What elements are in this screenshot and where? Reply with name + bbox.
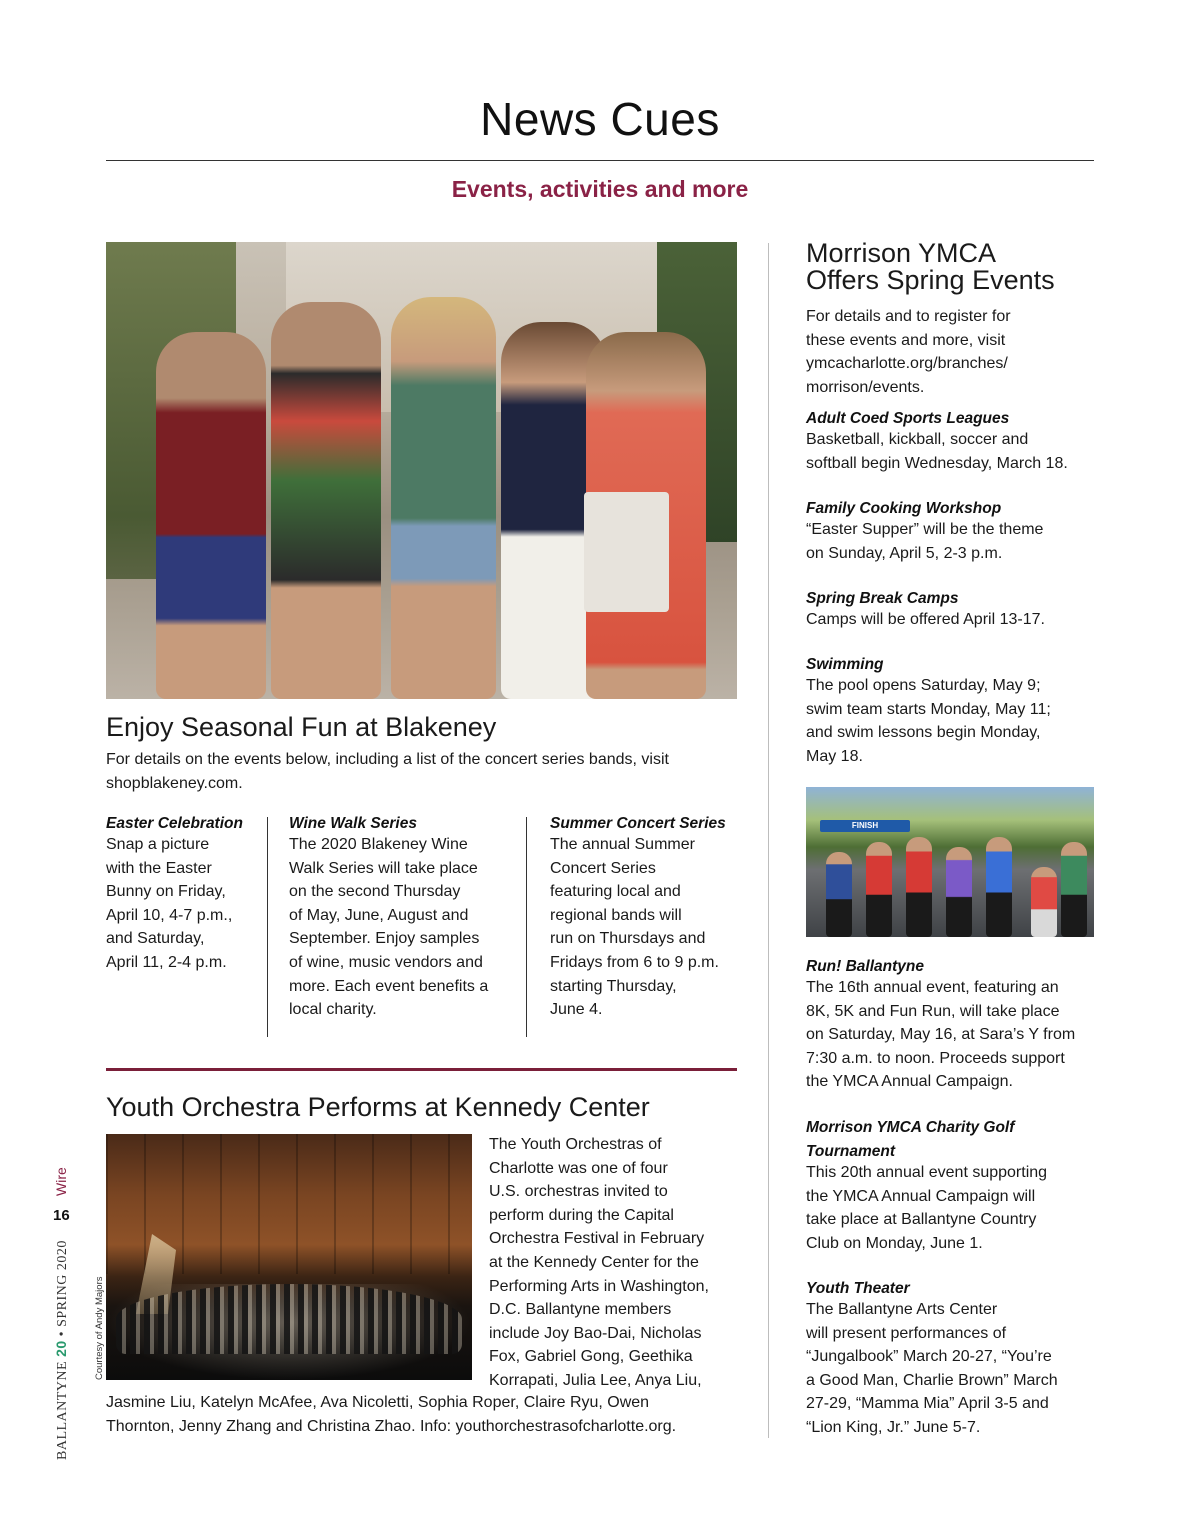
- heading-line: Offers Spring Events: [806, 265, 1055, 295]
- run-photo: [806, 787, 1094, 937]
- blakeney-heading: Enjoy Seasonal Fun at Blakeney: [106, 712, 497, 742]
- ymca-item-sports: [806, 410, 1098, 475]
- line: Fox, Gabriel Gong, Geethika: [489, 1348, 693, 1366]
- line: Jasmine Liu, Katelyn McAfee, Ava Nicoletti, Sophia Roper, Claire Ryu, Owen: [106, 1394, 650, 1411]
- line: June 4.: [550, 1001, 603, 1019]
- line: Bunny on Friday,: [106, 883, 226, 901]
- line: D.C. Ballantyne members: [489, 1301, 672, 1319]
- line: Concert Series: [550, 859, 656, 877]
- line: Club on Monday, June 1.: [806, 1234, 983, 1252]
- line: and swim lessons begin Monday,: [806, 724, 1041, 742]
- line: run on Thursdays and: [550, 930, 706, 948]
- line: The 16th annual event, featuring an: [806, 979, 1059, 996]
- line: Performing Arts in Washington,: [489, 1277, 709, 1295]
- line: “Jungalbook” March 20-27, “You’re: [806, 1348, 1052, 1366]
- line: ymcacharlotte.org/branches/: [806, 355, 1008, 373]
- line: of wine, music vendors and: [289, 953, 483, 971]
- column-divider: [768, 243, 769, 1438]
- line: 8K, 5K and Fun Run, will take place: [806, 1002, 1060, 1020]
- line: Thornton, Jenny Zhang and Christina Zhao. Info: youthorchestrasofcharlotte.org.: [106, 1417, 677, 1435]
- heading-line: Morrison YMCA: [806, 238, 997, 268]
- line: featuring local and: [550, 883, 681, 901]
- event-title: Wine Walk Series: [289, 815, 417, 832]
- ymca-item-golf: [806, 1119, 1098, 1255]
- magazine-name: BALLANTYNE: [55, 1360, 70, 1460]
- ymca-intro: [806, 305, 1096, 399]
- photo-credit: [94, 1272, 106, 1382]
- line: morrison/events.: [806, 378, 925, 396]
- page-title: News Cues: [480, 93, 720, 145]
- event-title: Summer Concert Series: [550, 815, 726, 832]
- ymca-item-run: [806, 958, 1098, 1094]
- line: 27-29, “Mamma Mia” April 3-5 and: [806, 1395, 1049, 1413]
- line: a Good Man, Charlie Brown” March: [806, 1371, 1058, 1389]
- line: This 20th annual event supporting: [806, 1164, 1048, 1181]
- item-title: Family Cooking Workshop: [806, 500, 1002, 517]
- ymca-heading: [806, 240, 1055, 294]
- ymca-item-camps: [806, 590, 1098, 632]
- item-title: Spring Break Camps: [806, 590, 959, 607]
- line: more. Each event benefits a: [289, 977, 489, 995]
- line: swim team starts Monday, May 11;: [806, 700, 1051, 718]
- line: regional bands will: [550, 906, 682, 924]
- line: “Easter Supper” will be the theme: [806, 521, 1044, 538]
- line: The pool opens Saturday, May 9;: [806, 677, 1041, 694]
- line: The 2020 Blakeney Wine: [289, 836, 468, 853]
- line: Charlotte was one of four: [489, 1159, 668, 1177]
- magazine-footer: [53, 1160, 73, 1460]
- item-title-continued: Tournament: [806, 1143, 895, 1160]
- line: September. Enjoy samples: [289, 930, 480, 948]
- item-text: [806, 976, 1098, 1094]
- issue-label: SPRING 2020: [55, 1240, 70, 1327]
- event-summer-concert: [550, 815, 750, 1022]
- blakeney-photo: [106, 242, 737, 699]
- bullet: •: [55, 1330, 70, 1337]
- blakeney-intro: For details on the events below, including a list of the concert series bands, visit shopblakeney.com.: [106, 751, 669, 792]
- line: U.S. orchestras invited to: [489, 1183, 668, 1201]
- event-text: [289, 833, 519, 1022]
- section-divider: [106, 1068, 737, 1071]
- page-number: 16: [53, 1207, 70, 1224]
- line: 7:30 a.m. to noon. Proceeds support: [806, 1049, 1065, 1067]
- line: Fridays from 6 to 9 p.m.: [550, 953, 719, 971]
- line: April 11, 2-4 p.m.: [106, 953, 227, 971]
- orchestra-text-continued: [106, 1391, 756, 1438]
- line: include Joy Bao-Dai, Nicholas: [489, 1324, 702, 1342]
- line: on Sunday, April 5, 2-3 p.m.: [806, 544, 1003, 562]
- line: softball begin Wednesday, March 18.: [806, 454, 1068, 472]
- line: on Saturday, May 16, at Sara’s Y from: [806, 1026, 1076, 1044]
- page-subtitle: Events, activities and more: [451, 176, 749, 202]
- line: The annual Summer: [550, 836, 695, 853]
- line: take place at Ballantyne Country: [806, 1211, 1037, 1229]
- line: Snap a picture: [106, 836, 210, 853]
- line: local charity.: [289, 1001, 377, 1019]
- item-title: Swimming: [806, 656, 884, 673]
- line: and Saturday,: [106, 930, 205, 948]
- line: Korrapati, Julia Lee, Anya Liu,: [489, 1371, 702, 1389]
- orchestra-heading: Youth Orchestra Performs at Kennedy Center: [106, 1092, 650, 1122]
- line: on the second Thursday: [289, 883, 461, 901]
- event-easter: [106, 815, 256, 975]
- finish-banner: FINISH: [820, 820, 910, 832]
- item-text: [806, 674, 1098, 768]
- line: Camps will be offered April 13-17.: [806, 611, 1045, 628]
- line: perform during the Capital: [489, 1206, 674, 1224]
- photo-credit-text: Courtesy of Andy Majors: [94, 1276, 105, 1380]
- item-title: Run! Ballantyne: [806, 958, 924, 975]
- event-divider: [526, 817, 527, 1037]
- event-wine-walk: [289, 815, 519, 1022]
- line: will present performances of: [806, 1324, 1007, 1342]
- event-text: [106, 833, 256, 975]
- line: Orchestra Festival in February: [489, 1230, 705, 1248]
- line: The Ballantyne Arts Center: [806, 1301, 998, 1318]
- line: For details and to register for: [806, 308, 1011, 325]
- ymca-item-cooking: [806, 500, 1098, 565]
- line: starting Thursday,: [550, 977, 677, 995]
- line: of May, June, August and: [289, 906, 469, 924]
- section-label-text: Wire: [53, 1167, 69, 1196]
- item-title: Youth Theater: [806, 1280, 910, 1297]
- title-divider: [106, 160, 1094, 161]
- item-text: [806, 428, 1098, 475]
- ymca-item-theater: [806, 1280, 1098, 1440]
- event-title: Easter Celebration: [106, 815, 243, 832]
- line: Walk Series will take place: [289, 859, 478, 877]
- item-text: [806, 1298, 1098, 1440]
- line: at the Kennedy Center for the: [489, 1253, 699, 1271]
- line: these events and more, visit: [806, 331, 1006, 349]
- item-text: [806, 1161, 1098, 1255]
- line: “Lion King, Jr.” June 5-7.: [806, 1418, 981, 1436]
- magazine-footer-text: [53, 1240, 71, 1460]
- line: The Youth Orchestras of: [489, 1136, 662, 1153]
- item-text: [806, 608, 1098, 632]
- line: the YMCA Annual Campaign will: [806, 1187, 1036, 1205]
- orchestra-photo: [106, 1134, 472, 1380]
- item-text: [806, 518, 1098, 565]
- line: Basketball, kickball, soccer and: [806, 431, 1029, 448]
- line: the YMCA Annual Campaign.: [806, 1073, 1013, 1091]
- ymca-item-swimming: [806, 656, 1098, 768]
- event-text: [550, 833, 750, 1022]
- line: with the Easter: [106, 859, 212, 877]
- orchestra-text: [489, 1133, 749, 1393]
- line: April 10, 4-7 p.m.,: [106, 906, 233, 924]
- item-title: Morrison YMCA Charity Golf: [806, 1119, 1015, 1136]
- magazine-logo-number: 20: [53, 1340, 69, 1357]
- line: May 18.: [806, 747, 863, 765]
- item-title: Adult Coed Sports Leagues: [806, 410, 1010, 427]
- event-divider: [267, 817, 268, 1037]
